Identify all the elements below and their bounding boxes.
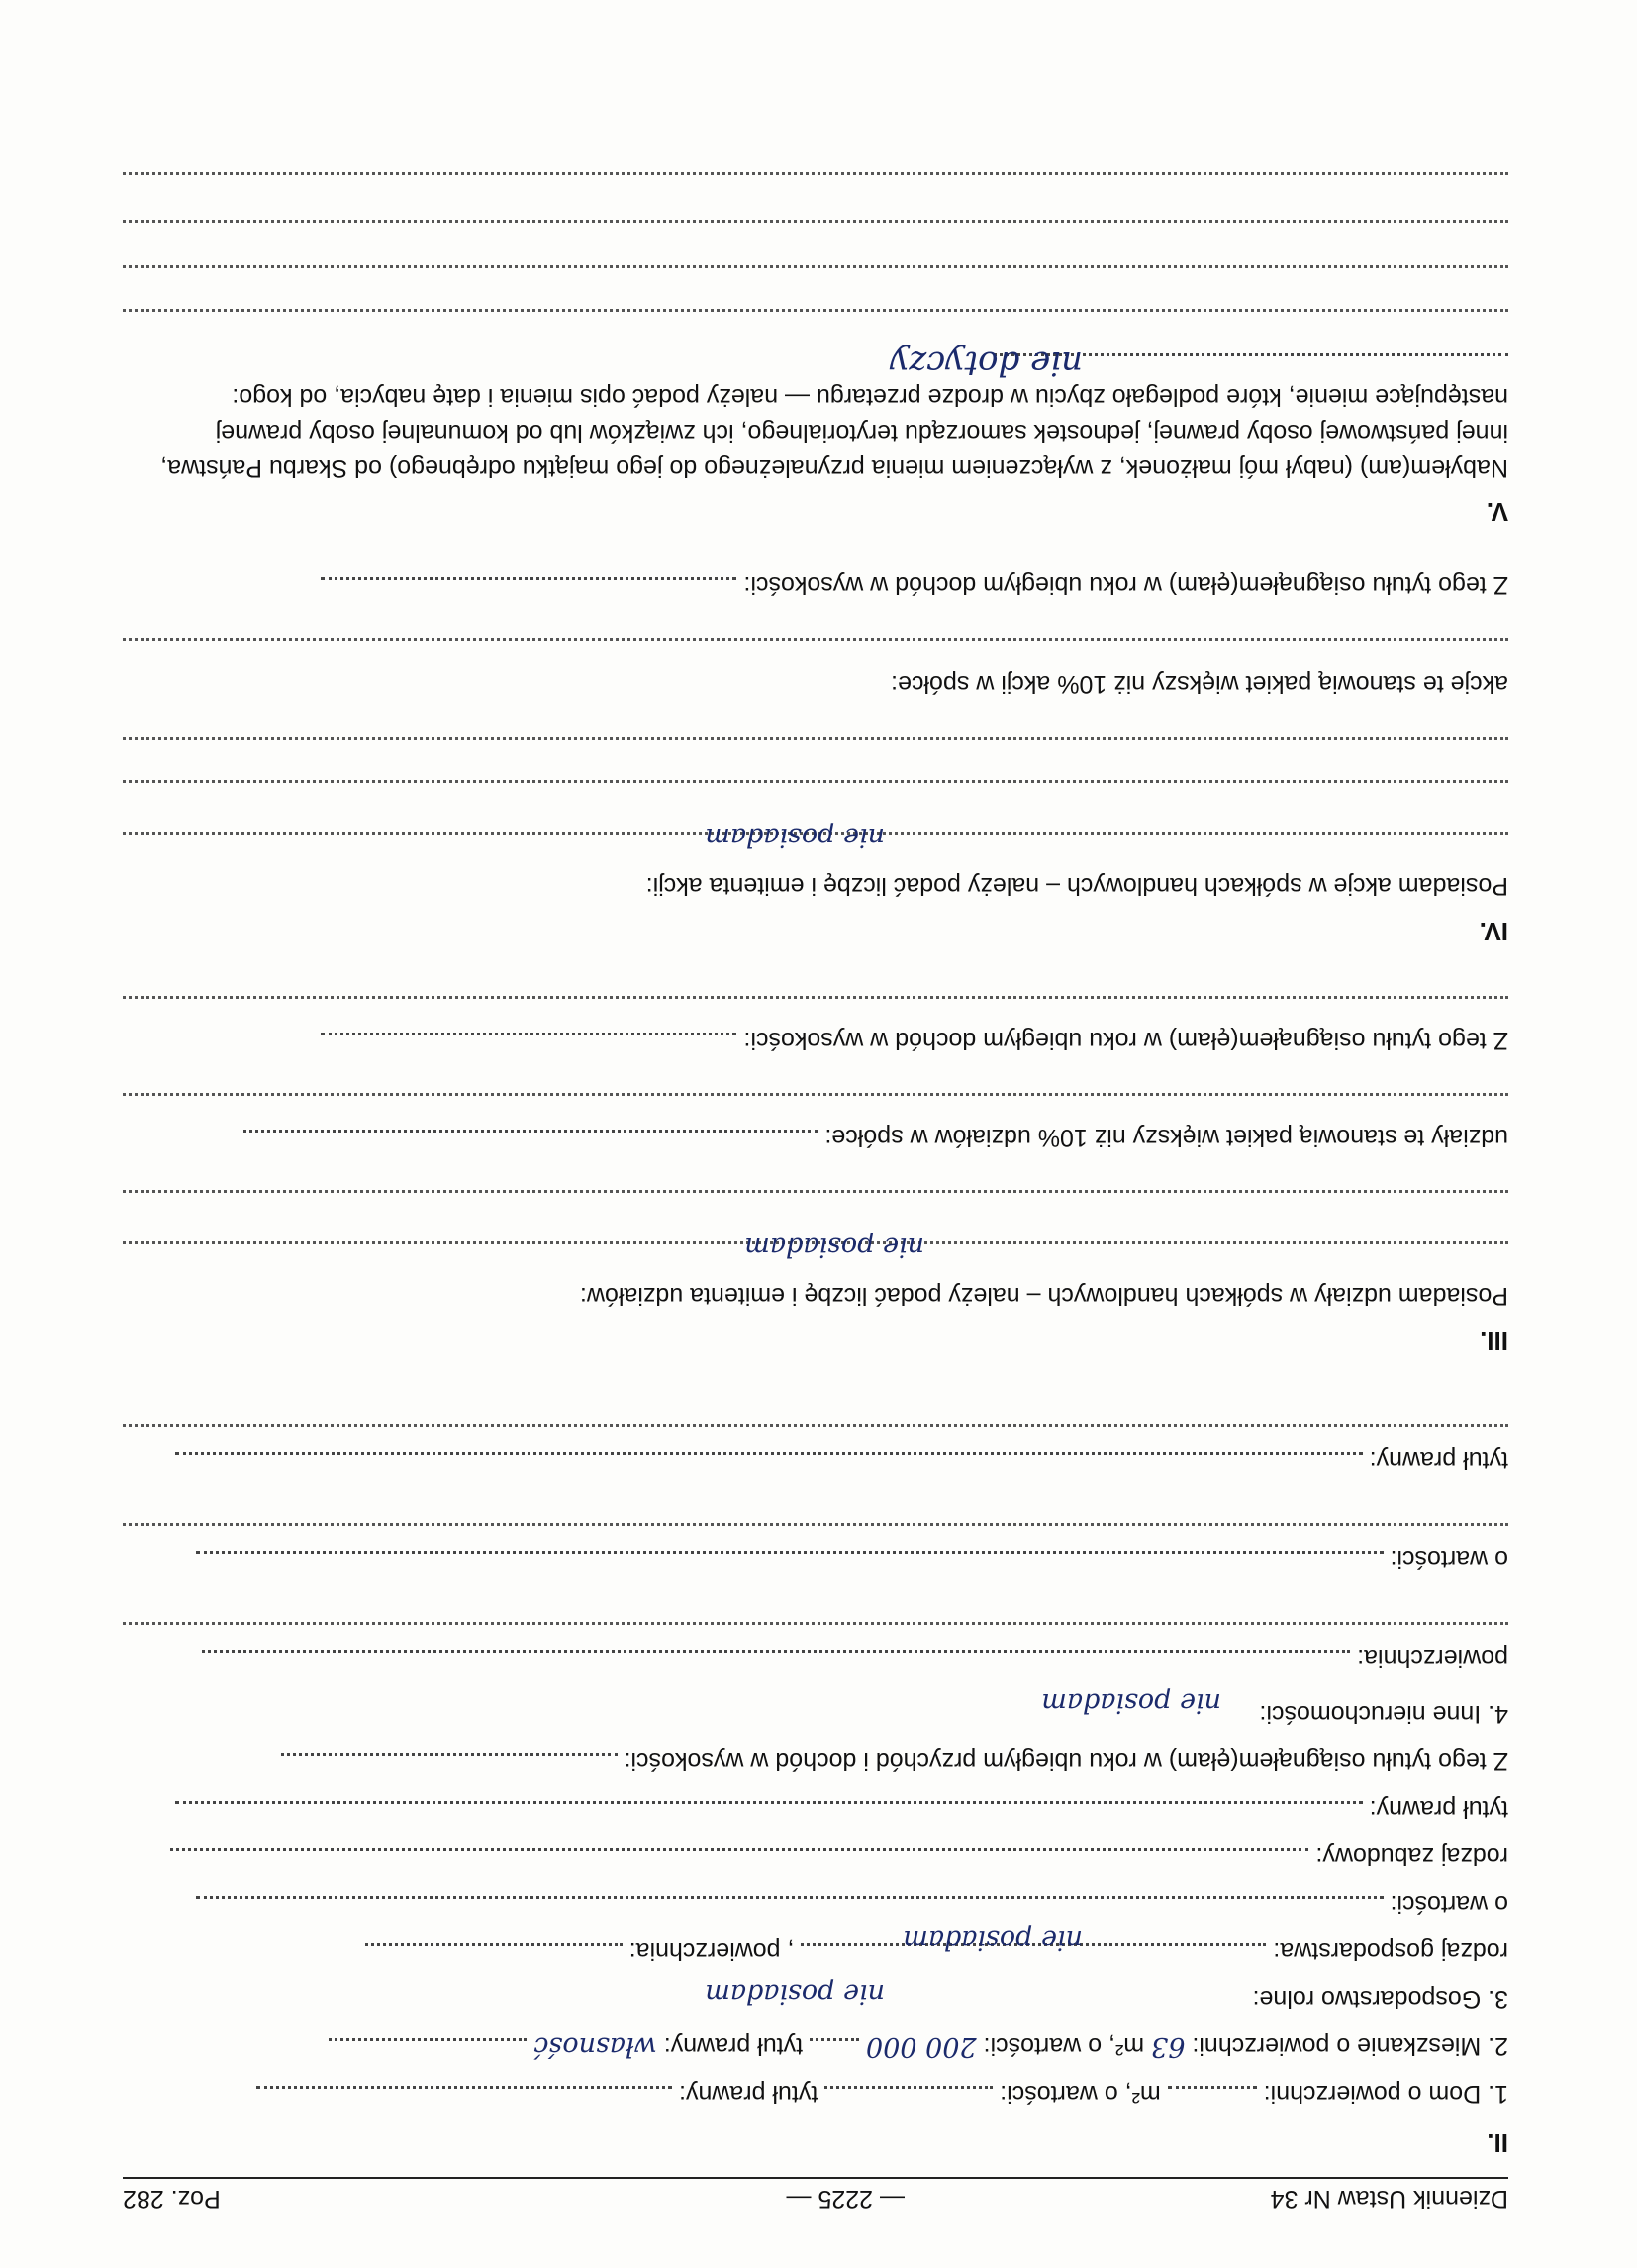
farm-income-field [281,1753,618,1776]
sec5-handwritten: nie dotyczy [890,344,1083,383]
section-2-heading: II. [1487,2128,1508,2158]
flat-value-field [810,2038,859,2061]
farm-value-line [123,1888,1508,1920]
other-value-line [123,1543,1508,1575]
other-value-label: o wartości: [1390,1545,1508,1573]
sec5-field-5 [123,172,1508,179]
section-3-heading: III. [1480,1327,1508,1356]
farm-area-field [365,1943,623,1966]
sec3-shares-field-2 [123,1093,1508,1100]
farm-type-label: rodzaj gospodarstwa: [1273,1937,1508,1965]
sec5-field-2 [123,309,1508,316]
position-number: Poz. 282 [123,2185,221,2213]
farm-title-field [175,1801,1363,1824]
farm-title-line [123,1793,1508,1824]
farm-buildings-field [170,1848,1308,1871]
house-label: 1. Dom o powierzchni: [1263,2080,1508,2108]
farm-income-label: Z tego tytułu osiągnąłem(ęłam) w roku ubiegłym przychód i dochód w wysokości: [624,1747,1508,1775]
sec4-text: Posiadam akcje w spółkach handlowych – należy podać liczbę i emitenta akcji: [645,872,1508,900]
sec3-shares-label: udziały te stanowią pakiet większy niż 10% udziałów w spółce: [824,1124,1508,1151]
sec3-field-2 [123,1190,1508,1197]
header-rule [123,2177,1508,2179]
other-area-field-2 [123,1622,1508,1628]
flat-title-label: tytuł prawny: [663,2032,804,2060]
section-5-heading: V. [1486,497,1508,527]
page-number: — 2225 — [786,2185,905,2213]
sec4-handwritten: nie posiadam [705,822,885,852]
other-title-label: tytuł prawny: [1369,1446,1508,1474]
flat-line [123,2030,1508,2062]
house-title-label: tytuł prawny: [678,2080,818,2108]
house-title-field [256,2086,672,2109]
other-title-line [123,1444,1508,1476]
other-area-handwritten: nie posiadam [1041,1687,1221,1718]
sec3-shares-field [243,1130,818,1152]
sec3-income-line [123,1025,1508,1056]
sec3-handwritten: nie posiadam [744,1232,924,1262]
sec5-text [123,344,1508,486]
sec4-income-label: Z tego tytułu osiągnąłem(ęłam) w roku ubiegłym dochód w wysokości: [743,571,1508,599]
journal-name: Dziennik Ustaw Nr 34 [1270,2185,1508,2213]
sec3-text: Posiadam udziały w spółkach handlowych – należy podać liczbę i emitenta udziałów: [579,1282,1508,1310]
sec4-income-line [123,569,1508,601]
section-4-heading: IV. [1479,917,1508,946]
sec3-income-label: Z tego tytułu osiągnąłem(ęłam) w roku ubiegłym dochód w wysokości: [743,1027,1508,1054]
house-value-field [824,2086,993,2109]
sec3-shares-line [123,1122,1508,1153]
flat-title-handwritten: własność [533,2031,657,2062]
sec5-field-4 [123,220,1508,227]
house-line [123,2078,1508,2110]
farm-type-line [123,1935,1508,1967]
flat-value-handwritten: 200 000 [866,2031,977,2062]
flat-title-field [329,2038,527,2061]
sec5-text-body: Nabyłem(am) (nabył mój małżonek, z wyłączeniem mienia przynależnego do jego majątku odrębnego) od Skarbu Państwa, innej państwowej osoby prawnej, jednostek samorządu terytorialnego, ich związków lub od komunalnej osoby prawnej następujące mienie, które podlegało zbyciu w drodze przetargu — należy podać opis mienia i datę nabycia, od kogo: [160,383,1508,482]
farm-buildings-label: rodzaj zabudowy: [1315,1842,1508,1870]
other-title-field-2 [123,1424,1508,1430]
farm-income-line [123,1745,1508,1777]
flat-area-handwritten: 63 [1151,2031,1186,2062]
flat-label: 2. Mieszkanie o powierzchni: [1192,2032,1508,2060]
farm-label: 3. Gospodarstwo rolne: [1252,1985,1508,2013]
page-header [123,2183,1508,2215]
farm-area-label: , powierzchnia: [628,1937,795,1965]
other-area-label: powierzchnia: [1357,1644,1508,1672]
other-title-field [175,1452,1363,1475]
other-area-line [123,1642,1508,1674]
other-value-field-2 [123,1523,1508,1529]
sec3-income-field-2 [123,996,1508,1003]
farm-buildings-line [123,1840,1508,1872]
farm-value-label: o wartości: [1390,1890,1508,1918]
sec4-income-field [321,577,736,600]
farm-type-handwritten: nie posiadam [705,1978,885,2009]
house-unit: m², o wartości: [1000,2080,1161,2108]
sec4-shares-label: akcje te stanowią pakiet większy niż 10% akcji w spółce: [891,670,1508,698]
farm-value-field [196,1896,1384,1919]
flat-unit: m², o wartości: [983,2032,1145,2060]
other-label: 4. Inne nieruchomości: [1259,1700,1508,1727]
other-area-field [202,1650,1350,1673]
sec4-shares-field [123,638,1508,644]
sec5-field-3 [123,265,1508,272]
farm-value-handwritten: nie posiadam [903,1924,1083,1955]
farm-title-label: tytuł prawny: [1369,1795,1508,1823]
sec4-field-2 [123,780,1508,787]
sec4-field-3 [123,737,1508,743]
other-value-field [196,1551,1384,1574]
sec3-income-field [321,1033,736,1055]
house-area-field [1168,2086,1257,2109]
